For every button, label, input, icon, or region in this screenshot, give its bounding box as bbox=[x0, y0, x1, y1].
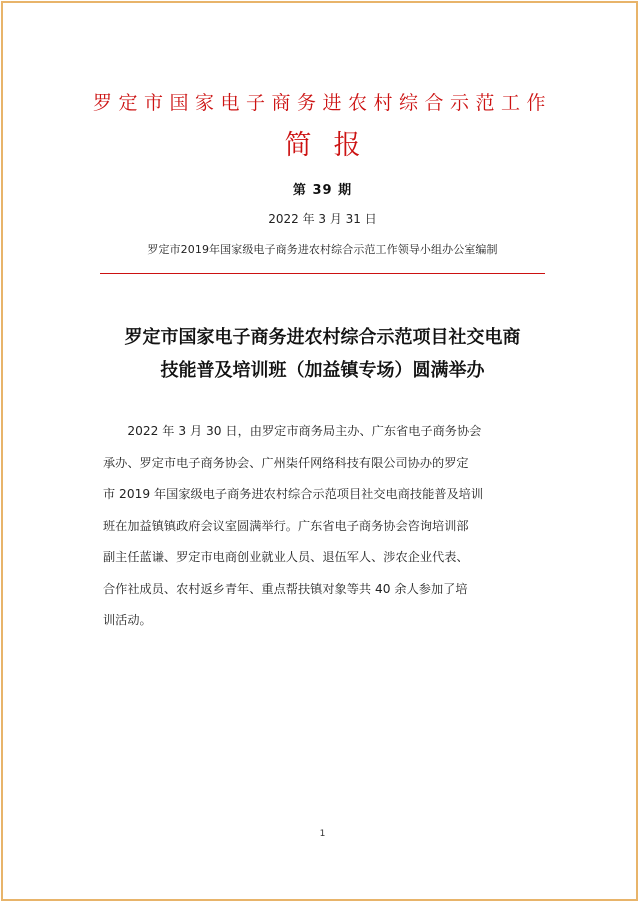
article-title-line: 罗定市国家电子商务进农村综合示范项目社交电商 bbox=[124, 327, 521, 348]
editor-line: 罗定市2019年国家级电子商务进农村综合示范工作领导小组办公室编制 bbox=[147, 243, 498, 256]
body-line: 班在加益镇镇政府会议室圆满举行。广东省电子商务协会咨询培训部 bbox=[103, 518, 469, 533]
page-number: 1 bbox=[319, 829, 326, 839]
body-line: 2022 年 3 月 30 日，由罗定市商务局主办、广东省电子商务协会 bbox=[103, 424, 482, 438]
body-line: 副主任蓝谦、罗定市电商创业就业人员、退伍军人、涉农企业代表、 bbox=[103, 550, 469, 564]
body-line: 合作社成员、农村返乡青年、重点帮扶镇对象等共 40 余人参加了培 bbox=[103, 581, 468, 596]
issue-date: 2022 年 3 月 31 日 bbox=[268, 212, 377, 226]
body-line: 训活动。 bbox=[103, 613, 152, 627]
article-body bbox=[103, 416, 548, 637]
page-frame bbox=[1, 1, 638, 901]
issue-number: 第 39 期 bbox=[292, 183, 353, 198]
body-line: 市 2019 年国家级电子商务进农村综合示范项目社交电商技能普及培训 bbox=[103, 487, 484, 501]
body-line: 承办、罗定市电子商务协会、广州柒仟网络科技有限公司协办的罗定 bbox=[103, 455, 469, 470]
red-divider bbox=[100, 273, 545, 274]
brief-title: 简报 bbox=[284, 130, 383, 161]
article-title bbox=[63, 321, 582, 387]
article-title-line: 技能普及培训班（加益镇专场）圆满举办 bbox=[160, 360, 485, 381]
org-title: 罗定市国家电子商务进农村综合示范工作 bbox=[92, 92, 552, 114]
